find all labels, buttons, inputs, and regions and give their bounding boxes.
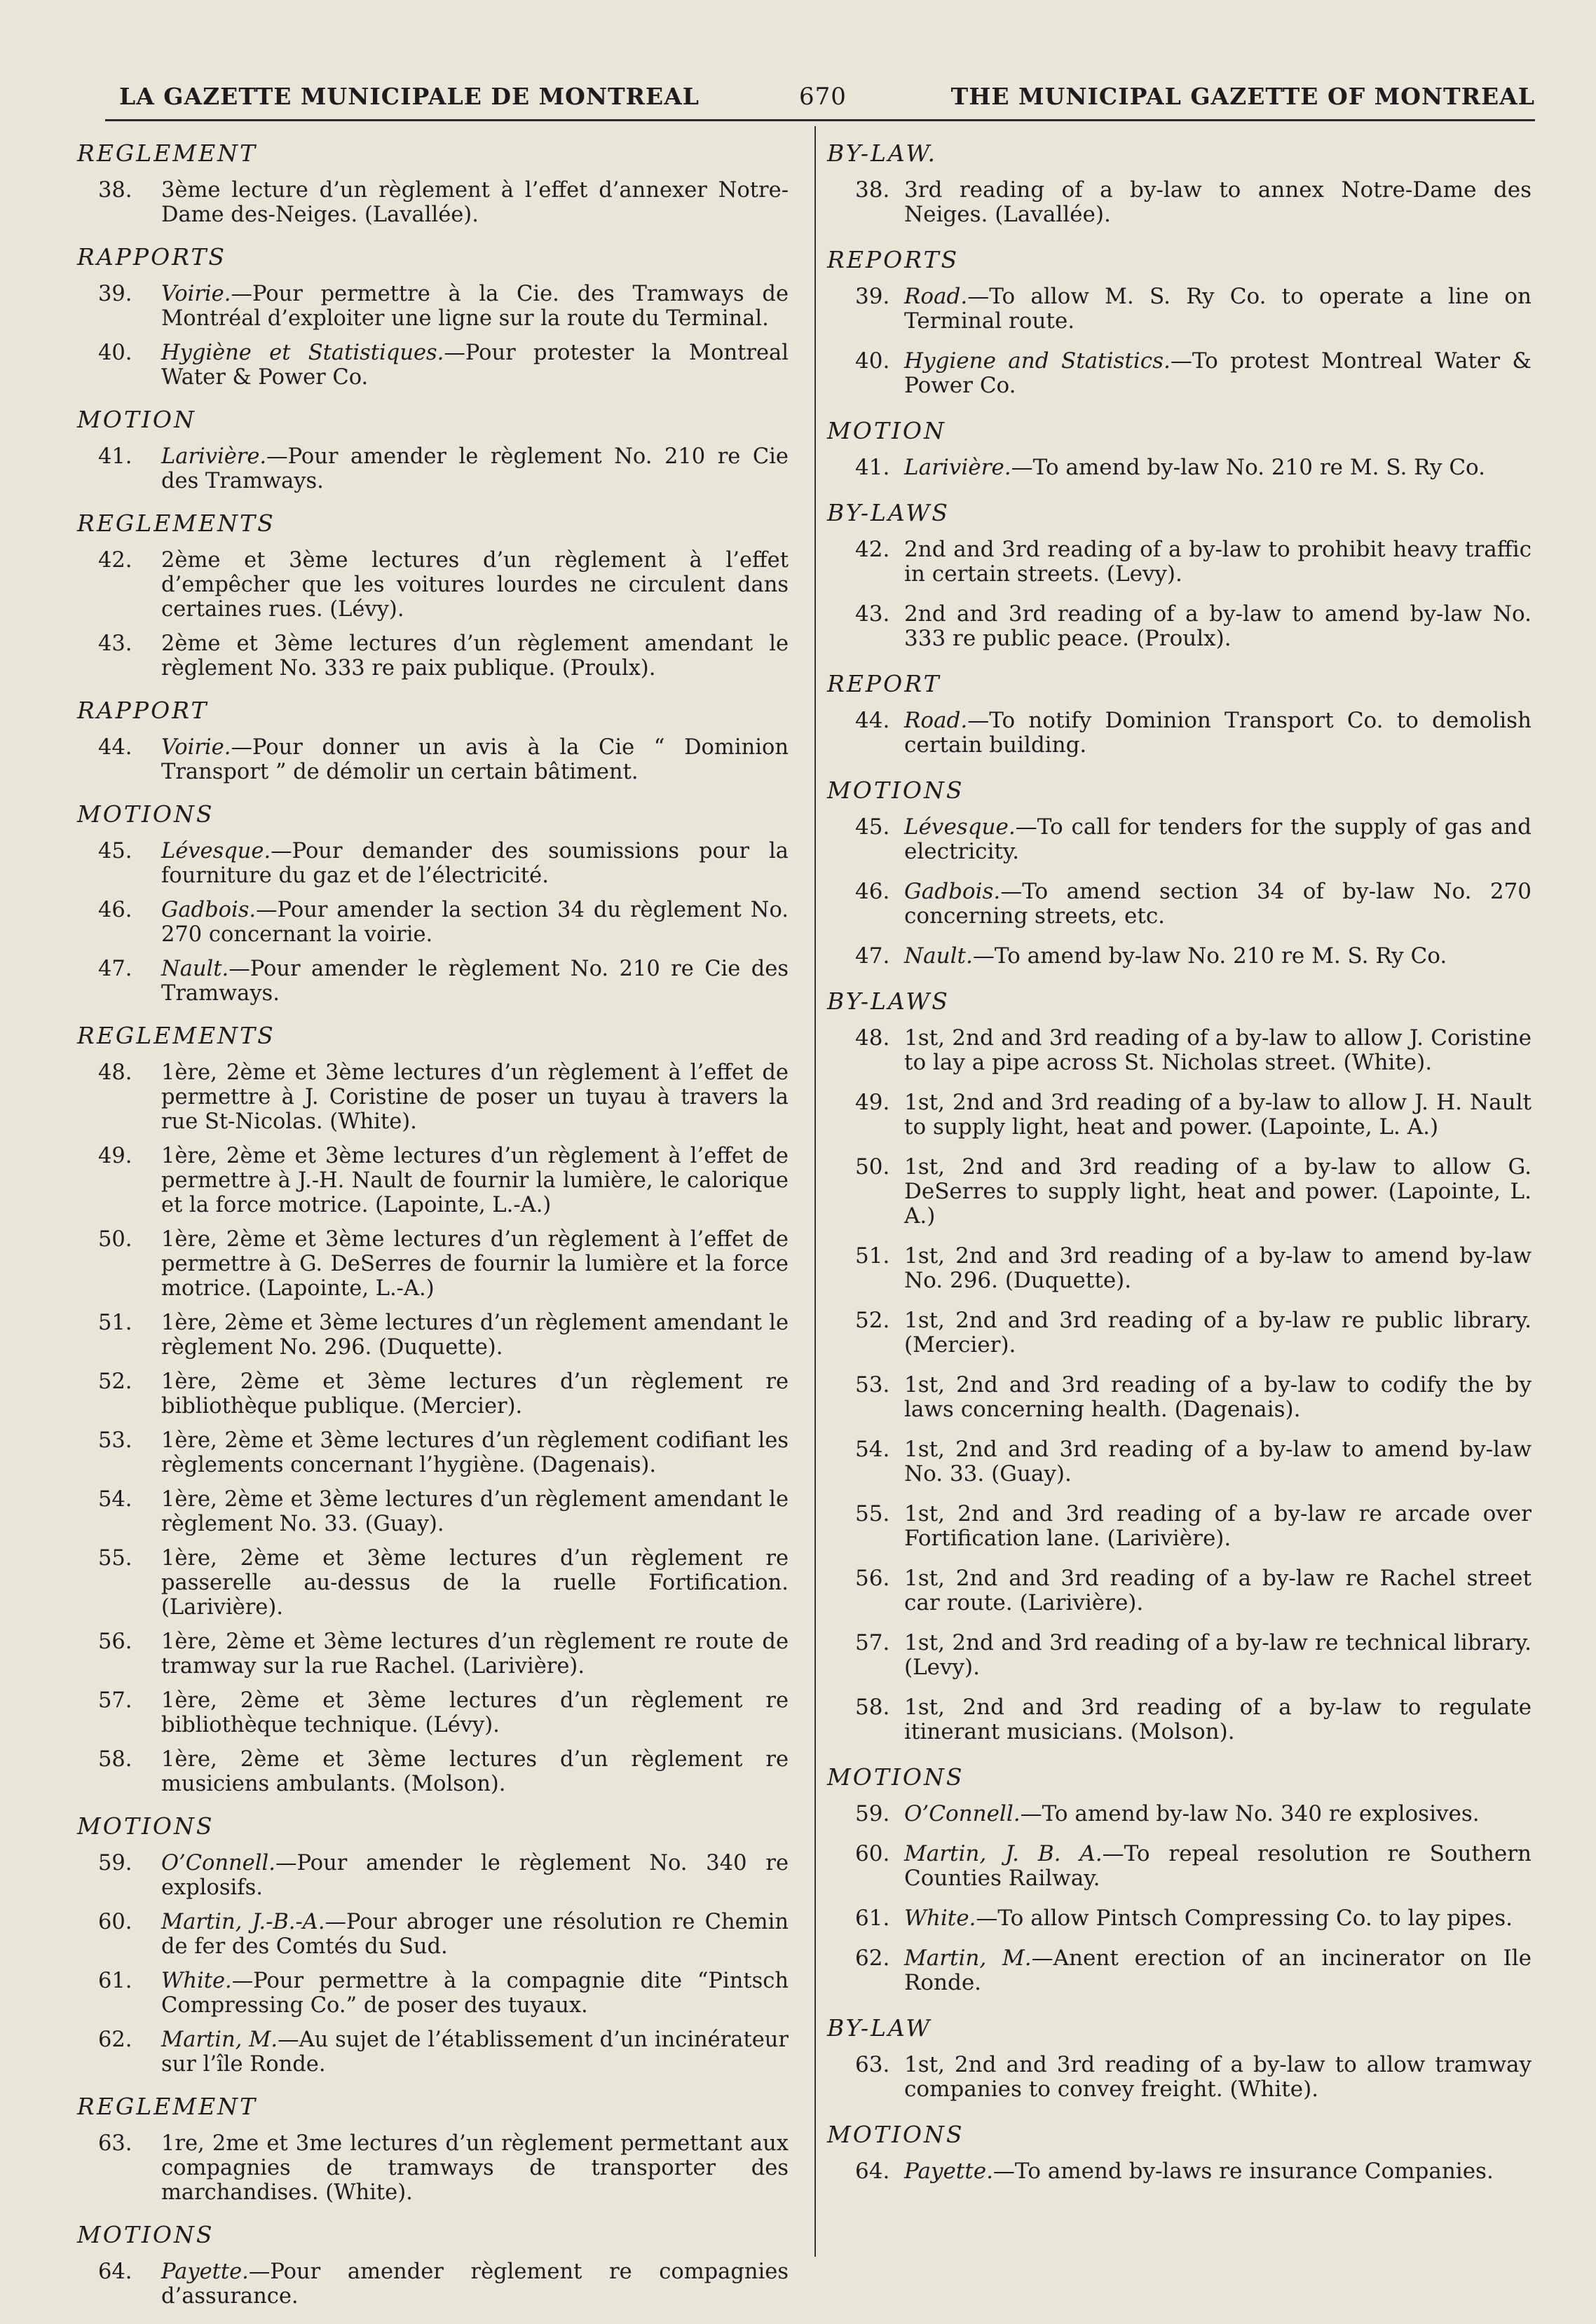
item-mover: White.: [904, 1906, 976, 1931]
agenda-section: [806, 2014, 1532, 2102]
agenda-item: [56, 1688, 789, 1737]
item-number: 51.: [98, 1311, 132, 1335]
item-text: —To amend by-law No. 210 re M. S. Ry Co.: [972, 943, 1447, 969]
item-mover: Payette.: [904, 2159, 993, 2184]
section-title: MOTIONS: [827, 777, 964, 804]
item-text: —Pour amender le règlement No. 340 re explosifs.: [161, 1851, 789, 1900]
agenda-item: [806, 1244, 1532, 1293]
section-title: MOTIONS: [77, 2221, 214, 2248]
agenda-item: [806, 1946, 1532, 1995]
item-number: 55.: [98, 1546, 132, 1571]
item-text: 2nd and 3rd reading of a by-law to prohibit heavy traffic in certain streets. (Levy).: [904, 537, 1532, 587]
item-number: 54.: [855, 1437, 890, 1462]
agenda-item: [56, 839, 789, 888]
item-number: 55.: [855, 1501, 890, 1526]
agenda-item: [56, 1060, 789, 1134]
item-number: 49.: [855, 1090, 890, 1115]
item-number: 38.: [855, 177, 890, 203]
item-text: —Au sujet de l’établissement d’un incinérateur sur l’île Ronde.: [161, 2028, 789, 2077]
agenda-item: [806, 1155, 1532, 1229]
item-text: 1ère, 2ème et 3ème lectures d’un règlement re bibliothèque publique. (Mercier).: [161, 1369, 789, 1419]
agenda-item: [56, 282, 789, 331]
agenda-item: [806, 1091, 1532, 1140]
agenda-item: [806, 1695, 1532, 1744]
item-mover: Martin, J.-B.-A.: [161, 1910, 325, 1934]
item-number: 60.: [855, 1841, 890, 1866]
agenda-item: [56, 1311, 789, 1360]
item-text: 1st, 2nd and 3rd reading of a by-law re Rachel street car route. (Larivière).: [904, 1566, 1532, 1615]
item-text: —To call for tenders for the supply of gas and electricity.: [904, 814, 1532, 864]
item-text: —Pour amender règlement re compagnies d’assurance.: [161, 2260, 789, 2309]
agenda-item: [56, 178, 789, 227]
item-text: —To notify Dominion Transport Co. to demolish certain building.: [904, 708, 1532, 758]
item-number: 46.: [98, 898, 132, 922]
item-text: —To amend by-laws re insurance Companies.: [993, 2159, 1494, 2184]
agenda-section: [806, 245, 1532, 398]
item-mover: O’Connell.: [161, 1851, 275, 1875]
agenda-item: [806, 1502, 1532, 1551]
item-mover: Larivière.: [161, 444, 267, 469]
agenda-item: [56, 1487, 789, 1536]
agenda-item: [806, 602, 1532, 651]
item-text: —To amend by-law No. 210 re M. S. Ry Co.: [1011, 455, 1486, 480]
agenda-section: [806, 416, 1532, 480]
item-number: 47.: [98, 957, 132, 981]
item-text: —Pour permettre à la compagnie dite “Pintsch Compressing Co.” de poser des tuyaux.: [161, 1969, 789, 2018]
item-text: —Pour abroger une résolution re Chemin de fer des Comtés du Sud.: [161, 1910, 789, 1959]
item-text: 2ème et 3ème lectures d’un règlement amendant le règlement No. 333 re paix publique. (Proulx).: [161, 631, 789, 681]
section-title: REGLEMENT: [77, 2093, 258, 2120]
item-text: 1ère, 2ème et 3ème lectures d’un règlement re passerelle au-dessus de la ruelle Fortification. (Larivière).: [161, 1546, 789, 1620]
item-number: 52.: [855, 1308, 890, 1333]
section-title: REGLEMENTS: [77, 1022, 275, 1049]
agenda-section: [806, 1763, 1532, 1995]
item-number: 62.: [855, 1946, 890, 1971]
agenda-section: [806, 776, 1532, 969]
item-mover: Hygiène et Statistiques.: [161, 341, 444, 365]
item-number: 61.: [98, 1969, 132, 1993]
item-number: 64.: [855, 2159, 890, 2184]
agenda-item: [806, 1631, 1532, 1680]
agenda-item: [56, 341, 789, 390]
agenda-item: [806, 2159, 1532, 2184]
agenda-item: [56, 1546, 789, 1620]
section-title: RAPPORT: [77, 697, 209, 724]
agenda-item: [56, 444, 789, 493]
item-number: 56.: [855, 1566, 890, 1591]
agenda-item: [806, 1373, 1532, 1422]
section-title: MOTIONS: [827, 2121, 964, 2148]
agenda-item: [806, 1906, 1532, 1931]
agenda-section: [806, 139, 1532, 227]
agenda-item: [56, 1629, 789, 1679]
section-title: MOTION: [827, 417, 946, 444]
item-number: 42.: [98, 548, 132, 573]
item-number: 39.: [98, 282, 132, 306]
item-text: 2ème et 3ème lectures d’un règlement à l’effet d’empêcher que les voitures lourdes ne circulent dans certaines rues. (Lévy).: [161, 548, 789, 622]
item-number: 54.: [98, 1487, 132, 1512]
header-english-title: THE MUNICIPAL GAZETTE OF MONTREAL: [950, 83, 1535, 110]
item-number: 58.: [855, 1695, 890, 1720]
item-number: 56.: [98, 1629, 132, 1654]
item-mover: Nault.: [904, 943, 973, 969]
item-number: 47.: [855, 943, 890, 969]
agenda-item: [56, 548, 789, 622]
item-text: 3ème lecture d’un règlement à l’effet d’annexer Notre-Dame des-Neiges. (Lavallée).: [161, 178, 789, 227]
agenda-item: [56, 1227, 789, 1301]
item-number: 43.: [98, 631, 132, 656]
agenda-item: [806, 1802, 1532, 1826]
item-text: 1st, 2nd and 3rd reading of a by-law to allow tramway companies to convey freight. (White).: [904, 2052, 1532, 2102]
section-title: MOTION: [77, 406, 196, 433]
item-number: 58.: [98, 1747, 132, 1772]
item-number: 63.: [855, 2052, 890, 2077]
item-number: 61.: [855, 1906, 890, 1931]
agenda-section: [806, 987, 1532, 1744]
item-number: 64.: [98, 2260, 132, 2284]
item-mover: Voirie.: [161, 735, 231, 760]
agenda-item: [806, 944, 1532, 969]
item-number: 48.: [98, 1060, 132, 1085]
item-number: 52.: [98, 1369, 132, 1394]
item-text: 1st, 2nd and 3rd reading of a by-law to allow J. H. Nault to supply light, heat and power. (Lapointe, L. A.): [904, 1090, 1532, 1140]
agenda-item: [806, 1842, 1532, 1891]
item-text: 1st, 2nd and 3rd reading of a by-law re technical library. (Levy).: [904, 1630, 1532, 1680]
item-number: 44.: [98, 735, 132, 760]
agenda-section: [56, 2220, 789, 2309]
item-number: 46.: [855, 879, 890, 904]
item-text: —Pour demander des soumissions pour la fourniture du gaz et de l’électricité.: [161, 839, 789, 888]
item-number: 57.: [98, 1688, 132, 1713]
item-number: 41.: [98, 444, 132, 469]
item-number: 63.: [98, 2131, 132, 2156]
item-mover: Road.: [904, 284, 968, 309]
item-mover: Hygiene and Statistics.: [904, 348, 1171, 374]
item-text: —To amend section 34 of by-law No. 270 concerning streets, etc.: [904, 879, 1532, 929]
header-rule: [105, 119, 1535, 121]
item-mover: Road.: [904, 708, 968, 733]
item-mover: Martin, J. B. A.: [904, 1841, 1103, 1866]
item-number: 51.: [855, 1243, 890, 1269]
item-number: 44.: [855, 708, 890, 733]
item-text: 1ère, 2ème et 3ème lectures d’un règlement amendant le règlement No. 33. (Guay).: [161, 1487, 789, 1536]
item-text: 2nd and 3rd reading of a by-law to amend by-law No. 333 re public peace. (Proulx).: [904, 601, 1532, 651]
item-text: 1ère, 2ème et 3ème lectures d’un règlement re bibliothèque technique. (Lévy).: [161, 1688, 789, 1737]
item-text: —To repeal resolution re Southern Counties Railway.: [904, 1841, 1532, 1891]
item-text: 1ère, 2ème et 3ème lectures d’un règlement à l’effet de permettre à J.-H. Nault de fournir la lumière, le calorique et la force motrice. (Lapointe, L.-A.): [161, 1144, 789, 1217]
header-french-title: LA GAZETTE MUNICIPALE DE MONTREAL: [119, 83, 700, 110]
french-column: [56, 139, 789, 2324]
agenda-item: [56, 631, 789, 681]
item-mover: Voirie.: [161, 282, 231, 306]
item-number: 53.: [98, 1428, 132, 1453]
item-text: 1st, 2nd and 3rd reading of a by-law re arcade over Fortification lane. (Larivière).: [904, 1501, 1532, 1551]
section-title: MOTIONS: [77, 1812, 214, 1840]
item-number: 42.: [855, 537, 890, 562]
agenda-item: [56, 1428, 789, 1477]
agenda-item: [56, 2131, 789, 2205]
item-text: —Pour amender le règlement No. 210 re Cie des Tramways.: [161, 444, 789, 493]
item-text: 1ère, 2ème et 3ème lectures d’un règlement à l’effet de permettre à J. Coristine de poser un tuyau à travers la rue St-Nicolas. (White).: [161, 1060, 789, 1134]
section-title: MOTIONS: [77, 800, 214, 828]
item-number: 38.: [98, 178, 132, 203]
item-mover: White.: [161, 1969, 232, 1993]
agenda-item: [56, 2028, 789, 2077]
item-text: —Pour amender le règlement No. 210 re Cie des Tramways.: [161, 957, 789, 1006]
item-text: —To amend by-law No. 340 re explosives.: [1020, 1801, 1480, 1826]
agenda-section: [806, 669, 1532, 758]
section-title: RAPPORTS: [77, 243, 227, 271]
item-number: 43.: [855, 601, 890, 627]
item-text: 1st, 2nd and 3rd reading of a by-law to codify the by laws concerning health. (Dagenais).: [904, 1372, 1532, 1422]
item-number: 39.: [855, 284, 890, 309]
agenda-item: [56, 1969, 789, 2018]
section-title: BY-LAW.: [827, 139, 938, 167]
agenda-section: [56, 1812, 789, 2077]
item-text: —Pour permettre à la Cie. des Tramways de Montréal d’exploiter une ligne sur la route du Terminal.: [161, 282, 789, 331]
section-title: REPORTS: [827, 246, 960, 273]
english-column: [806, 139, 1532, 2202]
agenda-section: [56, 405, 789, 493]
item-number: 45.: [855, 814, 890, 840]
item-number: 40.: [98, 341, 132, 365]
agenda-section: [56, 800, 789, 1006]
agenda-item: [806, 1437, 1532, 1486]
section-title: BY-LAWS: [827, 987, 950, 1015]
page-number: 670: [799, 83, 847, 111]
item-text: 1st, 2nd and 3rd reading of a by-law to allow J. Coristine to lay a pipe across St. Nicholas street. (White).: [904, 1025, 1532, 1075]
agenda-item: [56, 1144, 789, 1217]
item-mover: Gadbois.: [904, 879, 1001, 904]
item-text: 1ère, 2ème et 3ème lectures d’un règlement re musiciens ambulants. (Molson).: [161, 1747, 789, 1796]
item-number: 45.: [98, 839, 132, 863]
agenda-item: [806, 880, 1532, 929]
item-mover: Nault.: [161, 957, 229, 981]
agenda-item: [806, 2053, 1532, 2102]
item-text: 1st, 2nd and 3rd reading of a by-law to regulate itinerant musicians. (Molson).: [904, 1695, 1532, 1744]
agenda-item: [806, 709, 1532, 758]
item-number: 62.: [98, 2028, 132, 2052]
agenda-item: [806, 456, 1532, 480]
agenda-item: [56, 1851, 789, 1900]
agenda-section: [56, 2092, 789, 2205]
agenda-section: [56, 139, 789, 227]
agenda-item: [806, 1566, 1532, 1615]
item-text: 1ère, 2ème et 3ème lectures d’un règlement amendant le règlement No. 296. (Duquette).: [161, 1311, 789, 1360]
section-title: BY-LAW: [827, 2014, 932, 2042]
item-text: 1st, 2nd and 3rd reading of a by-law to allow G. DeSerres to supply light, heat and power. (Lapointe, L. A.): [904, 1154, 1532, 1229]
agenda-item: [56, 735, 789, 784]
agenda-item: [56, 1747, 789, 1796]
item-text: 1ère, 2ème et 3ème lectures d’un règlement codifiant les règlements concernant l’hygiène. (Dagenais).: [161, 1428, 789, 1477]
item-mover: Larivière.: [904, 455, 1011, 480]
item-mover: O’Connell.: [904, 1801, 1021, 1826]
item-text: —Anent erection of an incinerator on Ile Ronde.: [904, 1946, 1532, 1995]
agenda-item: [56, 1369, 789, 1419]
item-mover: Payette.: [161, 2260, 249, 2284]
item-number: 41.: [855, 455, 890, 480]
item-mover: Martin, M.: [904, 1946, 1032, 1971]
section-title: REGLEMENTS: [77, 510, 275, 537]
agenda-section: [56, 509, 789, 681]
item-text: —To allow Pintsch Compressing Co. to lay pipes.: [976, 1906, 1513, 1931]
item-mover: Martin, M.: [161, 2028, 278, 2052]
agenda-item: [806, 538, 1532, 587]
agenda-item: [56, 2260, 789, 2309]
item-text: 1st, 2nd and 3rd reading of a by-law re public library. (Mercier).: [904, 1308, 1532, 1358]
section-title: MOTIONS: [827, 1763, 964, 1791]
item-number: 48.: [855, 1025, 890, 1051]
agenda-item: [806, 285, 1532, 334]
section-title: REGLEMENT: [77, 139, 258, 167]
item-text: 1ère, 2ème et 3ème lectures d’un règlement à l’effet de permettre à G. DeSerres de fournir la lumière et la force motrice. (Lapointe, L.-A.): [161, 1227, 789, 1301]
agenda-item: [56, 1910, 789, 1959]
agenda-item: [56, 898, 789, 947]
item-number: 59.: [98, 1851, 132, 1875]
item-number: 59.: [855, 1801, 890, 1826]
item-text: 1st, 2nd and 3rd reading of a by-law to amend by-law No. 33. (Guay).: [904, 1437, 1532, 1486]
item-text: —Pour donner un avis à la Cie “ Dominion Transport ” de démolir un certain bâtiment.: [161, 735, 789, 784]
item-text: —To allow M. S. Ry Co. to operate a line on Terminal route.: [904, 284, 1532, 334]
item-number: 53.: [855, 1372, 890, 1397]
item-number: 40.: [855, 348, 890, 374]
item-number: 49.: [98, 1144, 132, 1168]
item-text: 1ère, 2ème et 3ème lectures d’un règlement re route de tramway sur la rue Rachel. (Larivière).: [161, 1629, 789, 1679]
section-title: BY-LAWS: [827, 499, 950, 526]
item-text: 1re, 2me et 3me lectures d’un règlement permettant aux compagnies de tramways de transporter des marchandises. (White).: [161, 2131, 789, 2205]
agenda-section: [806, 2120, 1532, 2184]
agenda-item: [806, 1026, 1532, 1075]
agenda-item: [806, 178, 1532, 227]
agenda-item: [806, 815, 1532, 864]
agenda-section: [56, 242, 789, 390]
item-text: 1st, 2nd and 3rd reading of a by-law to amend by-law No. 296. (Duquette).: [904, 1243, 1532, 1293]
item-text: —Pour amender la section 34 du règlement No. 270 concernant la voirie.: [161, 898, 789, 947]
item-number: 50.: [98, 1227, 132, 1252]
agenda-section: [56, 696, 789, 784]
item-text: —To protest Montreal Water & Power Co.: [904, 348, 1532, 398]
item-text: 3rd reading of a by-law to annex Notre-Dame des Neiges. (Lavallée).: [904, 177, 1532, 227]
section-title: REPORT: [827, 670, 941, 697]
agenda-item: [56, 957, 789, 1006]
item-number: 60.: [98, 1910, 132, 1934]
agenda-section: [56, 1021, 789, 1796]
agenda-section: [806, 498, 1532, 651]
item-mover: Gadbois.: [161, 898, 257, 922]
item-number: 57.: [855, 1630, 890, 1655]
item-text: —Pour protester la Montreal Water & Power Co.: [161, 341, 789, 390]
agenda-item: [806, 349, 1532, 398]
item-mover: Lévesque.: [904, 814, 1016, 840]
item-mover: Lévesque.: [161, 839, 271, 863]
item-number: 50.: [855, 1154, 890, 1180]
agenda-item: [806, 1308, 1532, 1358]
